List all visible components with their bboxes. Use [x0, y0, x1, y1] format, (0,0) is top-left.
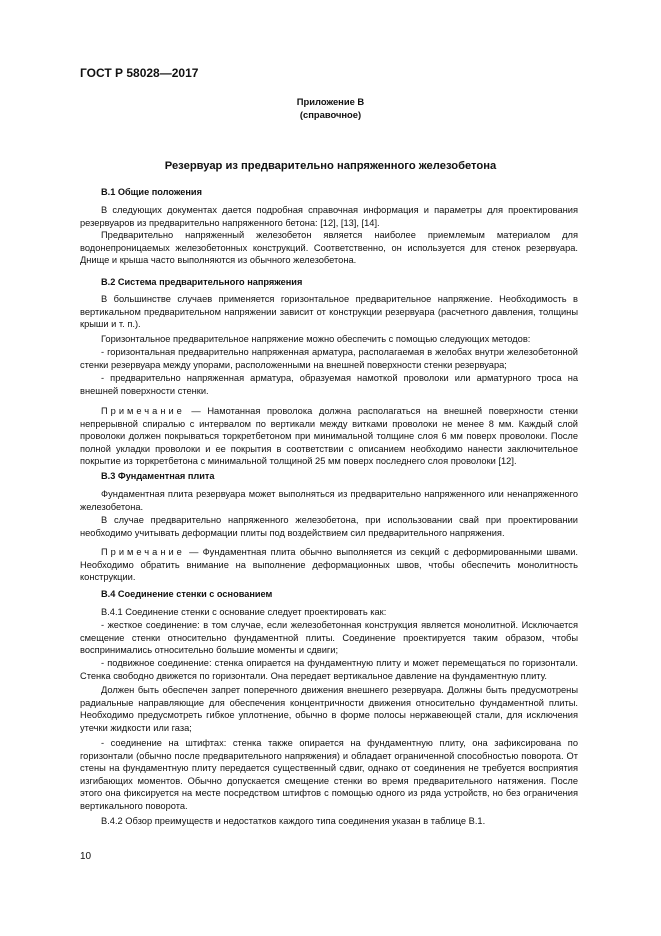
note [80, 405, 578, 468]
annex-note: (справочное) [299, 109, 362, 120]
document-code: ГОСТ Р 58028—2017 [80, 66, 199, 80]
page-title: Резервуар из предварительно напряженного железобетона [164, 160, 497, 172]
section-heading-b2: В.2 Система предварительного напряжения [101, 277, 303, 287]
note-text: — Намотанная проволока должна располагаться на внешней поверхности стенки непрерывной спиралью с интервалом по вертикали между витками проволоки не менее 8 мм. Каждый слой проволоки должен покрываться торкретбетоном при минимальной толщине слоя 6 мм поверх проволоки. После полной укладки проволоки и ее покрытия в соответствии с описанием необходимо нанести заключительное покрытие из торкретбетона с минимальной толщиной 25 мм поверх последнего слоя проволоки [12]. [80, 406, 578, 467]
paragraph: В случае предварительно напряженного железобетона, при использовании свай при проектировании необходимо учитывать деформации плиты под воздействием сил предварительного напряжения. [80, 515, 578, 538]
section-heading-b4: В.4 Соединение стенки с основанием [101, 589, 273, 599]
paragraph: В.4.1 Соединение стенки с основание следует проектировать как: [101, 607, 387, 617]
note [80, 546, 578, 584]
note-text: — Фундаментная плита обычно выполняется из секций с деформированными швами. Необходимо обратить внимание на выполнение деформационных швов, чтобы обеспечить монолитность конструкции. [80, 547, 578, 583]
paragraph: В.4.2 Обзор преимуществ и недостатков каждого типа соединения указан в таблице В.1. [101, 816, 486, 826]
paragraph: Фундаментная плита резервуара может выполняться из предварительно напряженного или ненапряженного железобетона. [80, 489, 578, 512]
paragraph: Горизонтальное предварительное напряжение можно обеспечить с помощью следующих методов: [101, 334, 531, 344]
paragraph: В большинстве случаев применяется горизонтальное предварительное напряжение. Необходимость в вертикальном предварительном напряжении зависит от конструкции резервуара (расчетного давления, толщины крыши и т. п.). [80, 294, 578, 330]
page-number: 10 [80, 851, 92, 862]
paragraph: В следующих документах дается подробная справочная информация и параметры для проектирования резервуаров из предварительно напряженного бетона: [12], [13], [14]. [80, 205, 578, 228]
list-item: - предварительно напряженная арматура, образуемая намоткой проволоки или арматурного троса на внешней поверхности стенки. [80, 373, 578, 396]
paragraph: Должен быть обеспечен запрет поперечного движения внешнего резервуара. Должны быть предусмотрены радиальные направляющие для обеспечения концентричности движения относительно фундаментной плиты. Необходимо предусмотреть гибкое уплотнение, обычно в форме полосы нержавеющей стали, для исключения утечки жидкости или газа; [80, 685, 578, 733]
list-item: - соединение на штифтах: стенка также опирается на фундаментную плиту, она зафиксирована по горизонтали (обычно после предварительного напряжения) и обладает ограниченной способностью поворота. От стены на фундаментную плиту передается существенный сдвиг, однако от соединения не требуется восприятия изгибающих моментов. Обычно допускается смещение стенки во время предварительного натяжения. После этого она фиксируется на месте посредством штифтов с помощью одного из ряда устройств, но без ограничения вертикального поворота. [80, 738, 578, 811]
list-item: - жесткое соединение: в том случае, если железобетонная конструкция является монолитной. Исключается смещение стенки относительно фундаментной плиты. Соединение проектируется таким образом, чтобы воспринимались относительно большие моменты и сдвиги; [80, 620, 578, 656]
note-label: Примечание [101, 406, 185, 416]
annex-title: Приложение В [296, 96, 365, 107]
list-item: - подвижное соединение: стенка опирается на фундаментную плиту и может перемещаться по горизонтали. Стенка свободно движется по горизонтали. Она передает вертикальное давление на фундаментную плиту. [80, 658, 578, 681]
section-heading-b3: В.3 Фундаментная плита [101, 471, 215, 481]
list-item: - горизонтальная предварительно напряженная арматура, располагаемая в желобах внутри железобетонной стенки резервуара между упорами, расположенными на внешней поверхности стенки резервуара; [80, 347, 578, 370]
note-label: Примечание [101, 547, 185, 557]
section-heading-b1: В.1 Общие положения [101, 187, 202, 197]
paragraph: Предварительно напряженный железобетон является наиболее приемлемым материалом для водонепроницаемых железобетонных конструкций. Соответственно, он используется для стенок резервуара. Днище и крыша часто выполняются из обычного железобетона. [80, 230, 578, 266]
